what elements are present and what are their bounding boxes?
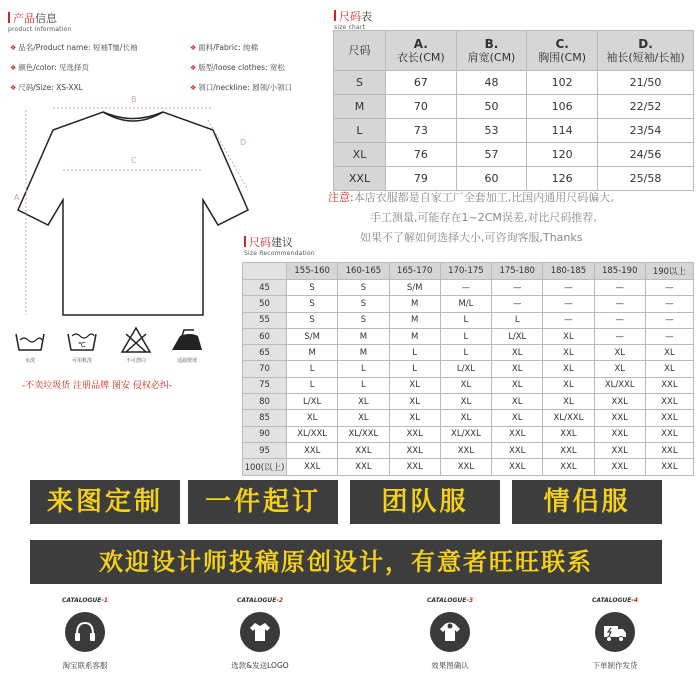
recommended-size: M <box>389 312 440 328</box>
col-header-a: A. 衣长(CM) <box>386 31 457 71</box>
recommended-size: XL <box>440 410 491 426</box>
recommended-size: XXL <box>594 442 645 458</box>
recommended-size: XXL <box>440 442 491 458</box>
recommended-size: L <box>389 361 440 377</box>
size-value: 79 <box>386 167 457 191</box>
size-header: 尺码 <box>334 31 386 71</box>
recommended-size: XXL <box>645 442 693 458</box>
recommended-size: M <box>389 328 440 344</box>
weight-label: 95 <box>243 442 287 458</box>
recommended-size: XXL <box>492 426 543 442</box>
recommended-size: XL <box>389 394 440 410</box>
weight-label: 60 <box>243 328 287 344</box>
recommended-size: — <box>645 312 693 328</box>
info-item: ❖ 面料/Fabric: 纯棉 <box>190 43 258 52</box>
size-value: 73 <box>386 119 457 143</box>
recommended-size: XL/XXL <box>287 426 338 442</box>
recommended-size: XXL <box>338 442 389 458</box>
recommended-size: XL <box>543 361 594 377</box>
recommended-size: L/XL <box>492 328 543 344</box>
recommended-size: XL <box>492 377 543 393</box>
height-header: 190以上 <box>645 263 693 280</box>
recommended-size: L <box>440 312 491 328</box>
recommended-size: XXL <box>287 459 338 475</box>
corner-cell <box>243 263 287 280</box>
recommended-size: — <box>594 312 645 328</box>
care-label: 水洗 <box>24 358 35 364</box>
recommended-size: XL/XXL <box>440 426 491 442</box>
recommended-size: S/M <box>389 280 440 296</box>
size-label: M <box>334 95 386 119</box>
size-value: 48 <box>456 71 527 95</box>
recommended-size: — <box>645 280 693 296</box>
product-info-subtitle: product information <box>8 26 72 33</box>
recommendation-row <box>243 345 694 361</box>
size-value: 126 <box>527 167 598 191</box>
size-value: 102 <box>527 71 598 95</box>
recommended-size: — <box>594 296 645 312</box>
recommended-size: XL <box>492 361 543 377</box>
size-value: 24/56 <box>598 143 694 167</box>
info-item: ❖ 品名/Product name: 短袖T恤/长袖 <box>10 43 138 52</box>
weight-label: 100(以上) <box>243 459 287 475</box>
recommended-size: — <box>594 280 645 296</box>
col-header-d: D. 袖长(短袖/长袖) <box>598 31 694 71</box>
tshirt-outline-icon <box>18 112 248 315</box>
recommended-size: XXL <box>389 459 440 475</box>
iron-icon <box>170 328 204 354</box>
recommended-size: M <box>287 345 338 361</box>
size-value: 67 <box>386 71 457 95</box>
recommended-size: — <box>594 328 645 344</box>
recommendation-row <box>243 361 694 377</box>
size-value: 114 <box>527 119 598 143</box>
machine-wash-icon <box>66 328 98 354</box>
recommended-size: XL <box>389 410 440 426</box>
product-info-header <box>8 10 71 33</box>
recommended-size: XXL <box>594 426 645 442</box>
size-chart-row <box>334 71 694 95</box>
size-value: 25/58 <box>598 167 694 191</box>
size-chart-row <box>334 167 694 191</box>
recommended-size: XXL <box>543 442 594 458</box>
recommended-size: XL <box>440 394 491 410</box>
recommended-size: XXL <box>492 442 543 458</box>
recommended-size: XXL <box>594 459 645 475</box>
size-note: 注意:本店衣服都是自家工厂全套加工,比国内通用尺码偏大, 手工测量,可能存在1~2CM误差,对比尺码推荐, 如果不了解如何选择大小,可咨询客服,Thanks <box>328 191 614 244</box>
hoodie-icon <box>430 612 470 652</box>
dim-label-d: D <box>240 138 247 147</box>
weight-label: 80 <box>243 394 287 410</box>
size-chart-table <box>333 30 694 191</box>
recommended-size: XL <box>543 345 594 361</box>
recommended-size: XL <box>492 345 543 361</box>
recommendation-row <box>243 280 694 296</box>
size-value: 76 <box>386 143 457 167</box>
size-value: 23/54 <box>598 119 694 143</box>
weight-label: 75 <box>243 377 287 393</box>
recommendation-header-row <box>243 263 694 280</box>
size-chart-row <box>334 119 694 143</box>
care-label: 可用机洗 <box>71 358 92 364</box>
headset-icon <box>65 612 105 652</box>
recommended-size: L <box>338 361 389 377</box>
recommended-size: — <box>645 296 693 312</box>
recommendation-row <box>243 442 694 458</box>
col-header-c: C. 胸围(CM) <box>527 31 598 71</box>
recommended-size: L <box>287 361 338 377</box>
recommended-size: XL <box>543 328 594 344</box>
no-bleach-icon <box>120 326 152 354</box>
weight-label: 90 <box>243 426 287 442</box>
care-label: 适温熨烫 <box>176 358 197 364</box>
size-value: 53 <box>456 119 527 143</box>
recommended-size: XXL <box>645 377 693 393</box>
recommended-size: XL <box>492 394 543 410</box>
svg-text:℃: ℃ <box>78 341 86 349</box>
size-label: XXL <box>334 167 386 191</box>
care-label: 不可漂白 <box>125 358 146 364</box>
recommended-size: XL <box>440 377 491 393</box>
catalogue-step-1: CATALOGUE-1 淘宝联系客服 <box>61 597 109 670</box>
recommended-size: XL <box>594 345 645 361</box>
recommended-size: S <box>338 312 389 328</box>
recommendation-table <box>242 262 694 476</box>
recommended-size: XL <box>543 394 594 410</box>
recommendation-row <box>243 410 694 426</box>
recommended-size: XL <box>389 377 440 393</box>
recommendation-row <box>243 459 694 475</box>
height-header: 170-175 <box>440 263 491 280</box>
recommended-size: XXL <box>594 410 645 426</box>
recommended-size: XXL <box>645 426 693 442</box>
size-chart-header: 尺码表 size chart <box>334 10 372 31</box>
catalogue-step-2: CATALOGUE-2 选款&发送LOGO <box>231 597 289 670</box>
col-header-b: B. 肩宽(CM) <box>456 31 527 71</box>
recommendation-row <box>243 426 694 442</box>
size-value: 120 <box>527 143 598 167</box>
size-value: 57 <box>456 143 527 167</box>
recommended-size: XL <box>645 361 693 377</box>
size-chart-row <box>334 95 694 119</box>
size-value: 70 <box>386 95 457 119</box>
recommended-size: XXL <box>645 459 693 475</box>
recommended-size: L/XL <box>287 394 338 410</box>
product-info-title-red: 产品 <box>13 12 35 25</box>
shirt-select-icon <box>240 612 280 652</box>
recommended-size: M <box>338 328 389 344</box>
recommended-size: — <box>543 280 594 296</box>
recommended-size: — <box>543 312 594 328</box>
recommended-size: XL <box>338 394 389 410</box>
recommended-size: XL <box>492 410 543 426</box>
recommended-size: XXL <box>338 459 389 475</box>
hand-wash-icon <box>14 328 46 354</box>
recommended-size: XXL <box>389 426 440 442</box>
recommended-size: S/M <box>287 328 338 344</box>
size-label: S <box>334 71 386 95</box>
recommended-size: XXL <box>389 442 440 458</box>
recommended-size: — <box>645 328 693 344</box>
recommended-size: L <box>492 312 543 328</box>
weight-label: 55 <box>243 312 287 328</box>
info-item: ❖ 版型/loose clothes: 宽松 <box>190 63 285 72</box>
weight-label: 65 <box>243 345 287 361</box>
banner-custom-design: 来图定制 <box>30 480 180 524</box>
dim-label-c: C <box>131 156 137 165</box>
height-header: 180-185 <box>543 263 594 280</box>
recommended-size: S <box>338 296 389 312</box>
recommendation-row <box>243 328 694 344</box>
size-chart-row <box>334 143 694 167</box>
banner-team-wear: 团队服 <box>350 480 500 524</box>
info-item: ❖ 颜色/color: 见选择页 <box>10 63 90 72</box>
weight-label: 85 <box>243 410 287 426</box>
height-header: 160-165 <box>338 263 389 280</box>
size-value: 60 <box>456 167 527 191</box>
recommendation-row <box>243 312 694 328</box>
recommended-size: XL <box>645 345 693 361</box>
recommended-size: — <box>440 280 491 296</box>
recommended-size: XXL <box>594 394 645 410</box>
recommended-size: M/L <box>440 296 491 312</box>
recommendation-row <box>243 394 694 410</box>
recommended-size: — <box>492 280 543 296</box>
height-header: 185-190 <box>594 263 645 280</box>
recommended-size: L <box>440 345 491 361</box>
recommended-size: XL <box>287 410 338 426</box>
recommended-size: XL/XXL <box>338 426 389 442</box>
size-value: 21/50 <box>598 71 694 95</box>
recommended-size: L <box>287 377 338 393</box>
size-label: XL <box>334 143 386 167</box>
recommended-size: XXL <box>287 442 338 458</box>
recommendation-header: 尺码建议 Size Recommendation <box>244 236 315 257</box>
recommended-size: L <box>389 345 440 361</box>
recommended-size: M <box>338 345 389 361</box>
height-header: 165-170 <box>389 263 440 280</box>
recommended-size: XL <box>338 410 389 426</box>
weight-label: 50 <box>243 296 287 312</box>
recommended-size: XXL <box>440 459 491 475</box>
height-header: 175-180 <box>492 263 543 280</box>
recommended-size: XXL <box>543 426 594 442</box>
recommended-size: XL <box>543 377 594 393</box>
recommended-size: — <box>492 296 543 312</box>
info-item: ❖ 领口/neckline: 圆领/小领口 <box>190 83 293 92</box>
recommended-size: L/XL <box>440 361 491 377</box>
size-label: L <box>334 119 386 143</box>
recommended-size: XXL <box>543 459 594 475</box>
size-value: 50 <box>456 95 527 119</box>
height-header: 155-160 <box>287 263 338 280</box>
recommended-size: XXL <box>492 459 543 475</box>
catalogue-step-4: CATALOGUE-4 下单制作发货 <box>591 597 639 670</box>
dim-label-a: A <box>14 193 20 202</box>
catalogue-step-3: CATALOGUE-3 效果图确认 <box>426 597 474 670</box>
recommended-size: S <box>287 312 338 328</box>
recommended-size: XXL <box>645 394 693 410</box>
copyright-warning: -不卖垃圾货 注册品牌 图安 侵权必纠- <box>22 381 173 391</box>
tshirt-diagram <box>8 90 258 320</box>
recommended-size: XXL <box>645 410 693 426</box>
dim-label-b: B <box>131 95 137 104</box>
recommended-size: S <box>287 296 338 312</box>
weight-label: 45 <box>243 280 287 296</box>
info-item: ❖ 尺码/Size: XS-XXL <box>10 83 83 92</box>
banner-couple-wear: 情侣服 <box>512 480 662 524</box>
recommended-size: XL/XXL <box>594 377 645 393</box>
recommended-size: L <box>440 328 491 344</box>
recommended-size: — <box>543 296 594 312</box>
recommended-size: S <box>287 280 338 296</box>
delivery-truck-icon <box>595 612 635 652</box>
banner-designer-invite: 欢迎设计师投稿原创设计，有意者旺旺联系 <box>30 540 662 584</box>
recommended-size: XL/XXL <box>543 410 594 426</box>
banner-single-order: 一件起订 <box>188 480 338 524</box>
recommended-size: M <box>389 296 440 312</box>
recommendation-row <box>243 296 694 312</box>
product-info-title: 信息 <box>35 12 57 25</box>
size-value: 22/52 <box>598 95 694 119</box>
recommended-size: L <box>338 377 389 393</box>
size-value: 106 <box>527 95 598 119</box>
recommended-size: XL <box>594 361 645 377</box>
recommendation-row <box>243 377 694 393</box>
recommended-size: S <box>338 280 389 296</box>
weight-label: 70 <box>243 361 287 377</box>
